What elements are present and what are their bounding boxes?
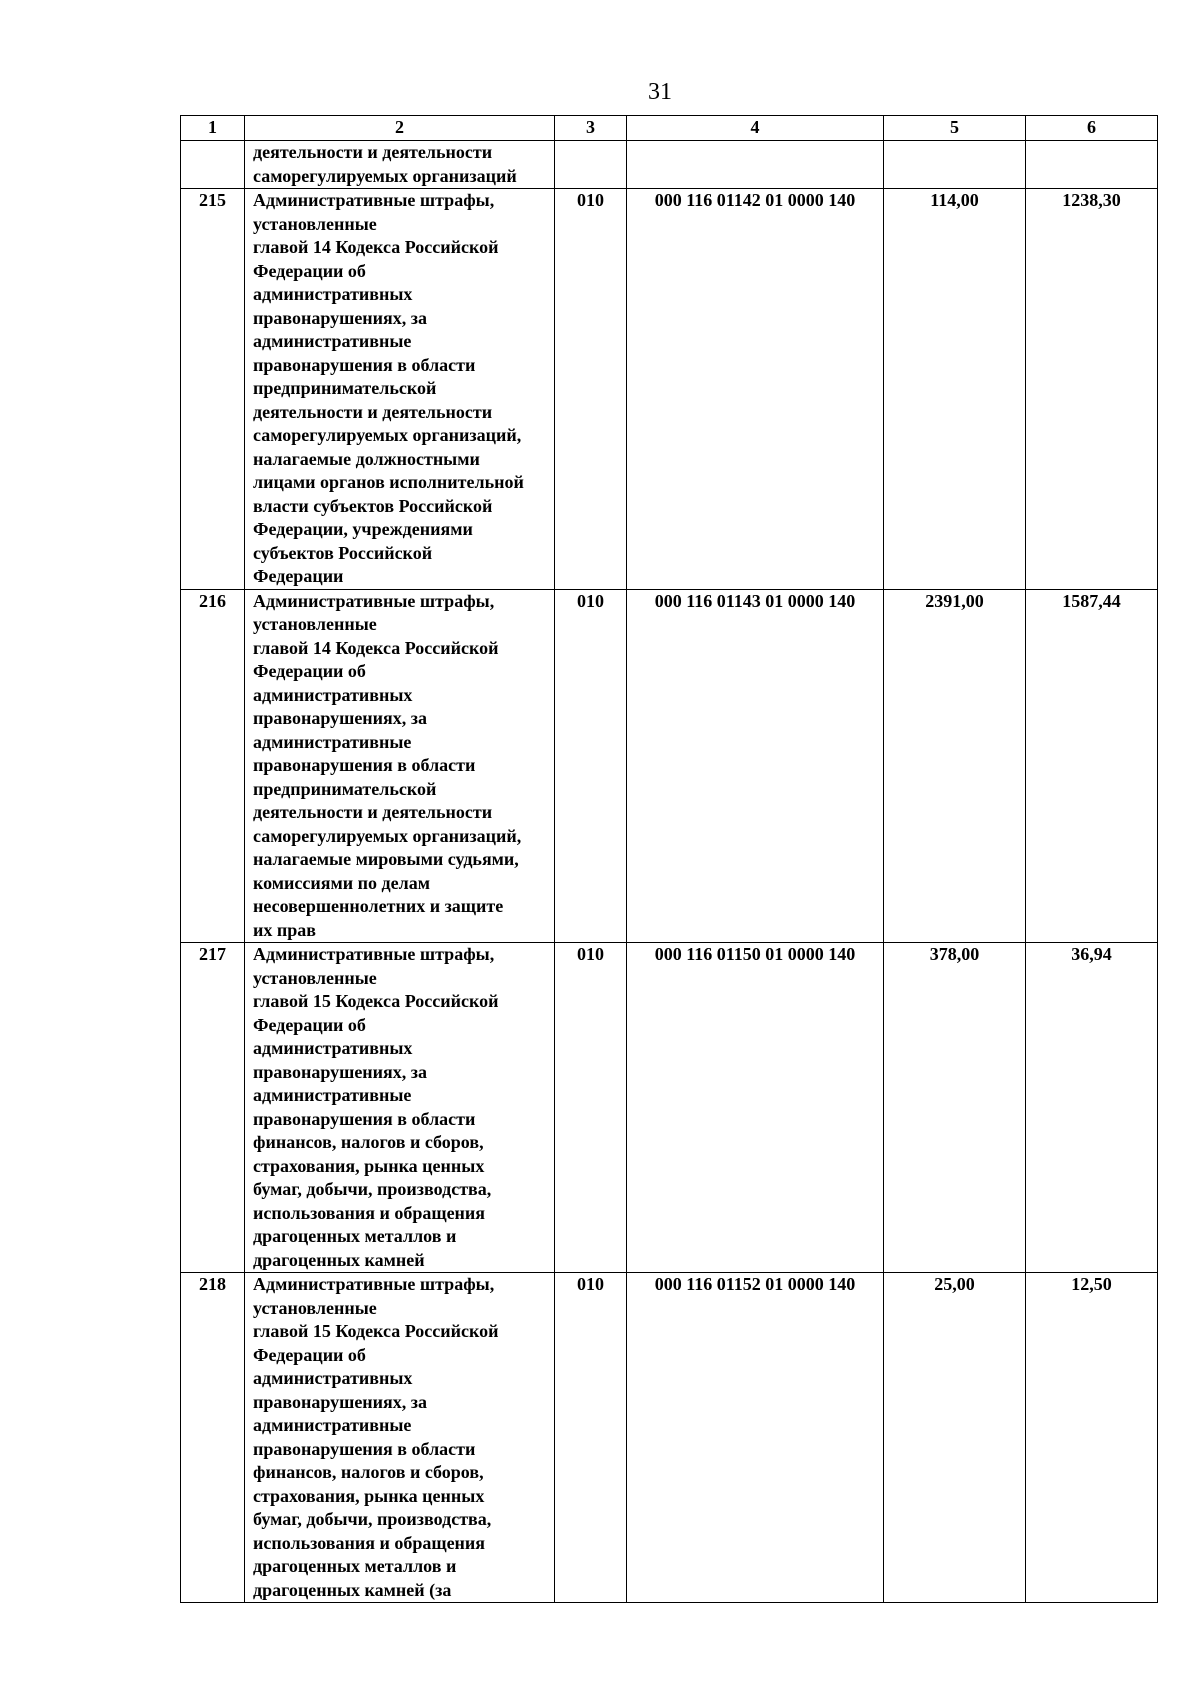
budget-classification-code: 000 116 01152 01 0000 140 (627, 1273, 884, 1603)
admin-code (555, 141, 627, 189)
budget-classification-code: 000 116 01150 01 0000 140 (627, 943, 884, 1273)
row-number: 217 (181, 943, 245, 1273)
column-header: 4 (627, 116, 884, 141)
column-header: 5 (884, 116, 1026, 141)
amount-col6: 12,50 (1026, 1273, 1158, 1603)
row-number: 216 (181, 589, 245, 943)
budget-classification-code: 000 116 01142 01 0000 140 (627, 189, 884, 590)
table-row (181, 189, 1158, 590)
row-number (181, 141, 245, 189)
row-number: 215 (181, 189, 245, 590)
column-header: 6 (1026, 116, 1158, 141)
admin-code: 010 (555, 189, 627, 590)
column-header: 1 (181, 116, 245, 141)
budget-table (180, 115, 1158, 1603)
table-row (181, 141, 1158, 189)
table-row (181, 943, 1158, 1273)
revenue-name: Административные штрафы, установленные главой 14 Кодекса Российской Федерации об административных правонарушениях, за административные правонарушения в области предпринимательской деятельности и деятельности саморегулируемых организаций, налагаемые мировыми судьями, комиссиями по делам несовершеннолетних и защите их прав (245, 589, 555, 943)
budget-classification-code: 000 116 01143 01 0000 140 (627, 589, 884, 943)
amount-col5: 25,00 (884, 1273, 1026, 1603)
table-header-row (181, 116, 1158, 141)
admin-code: 010 (555, 943, 627, 1273)
revenue-name: Административные штрафы, установленные главой 14 Кодекса Российской Федерации об административных правонарушениях, за административные правонарушения в области предпринимательской деятельности и деятельности саморегулируемых организаций, налагаемые должностными лицами органов исполнительной власти субъектов Российской Федерации, учреждениями субъектов Российской Федерации (245, 189, 555, 590)
amount-col5: 114,00 (884, 189, 1026, 590)
amount-col6 (1026, 141, 1158, 189)
amount-col6: 1587,44 (1026, 589, 1158, 943)
amount-col6: 1238,30 (1026, 189, 1158, 590)
revenue-name: Административные штрафы, установленные главой 15 Кодекса Российской Федерации об административных правонарушениях, за административные правонарушения в области финансов, налогов и сборов, страхования, рынка ценных бумаг, добычи, производства, использования и обращения драгоценных металлов и драгоценных камней (за (245, 1273, 555, 1603)
revenue-name: Административные штрафы, установленные главой 15 Кодекса Российской Федерации об административных правонарушениях, за административные правонарушения в области финансов, налогов и сборов, страхования, рынка ценных бумаг, добычи, производства, использования и обращения драгоценных металлов и драгоценных камней (245, 943, 555, 1273)
amount-col5 (884, 141, 1026, 189)
amount-col6: 36,94 (1026, 943, 1158, 1273)
admin-code: 010 (555, 589, 627, 943)
column-header: 3 (555, 116, 627, 141)
page-number: 31 (648, 79, 672, 105)
column-header: 2 (245, 116, 555, 141)
row-number: 218 (181, 1273, 245, 1603)
table-row (181, 589, 1158, 943)
amount-col5: 2391,00 (884, 589, 1026, 943)
admin-code: 010 (555, 1273, 627, 1603)
revenue-name: деятельности и деятельности саморегулируемых организаций (245, 141, 555, 189)
amount-col5: 378,00 (884, 943, 1026, 1273)
table-row (181, 1273, 1158, 1603)
budget-classification-code (627, 141, 884, 189)
